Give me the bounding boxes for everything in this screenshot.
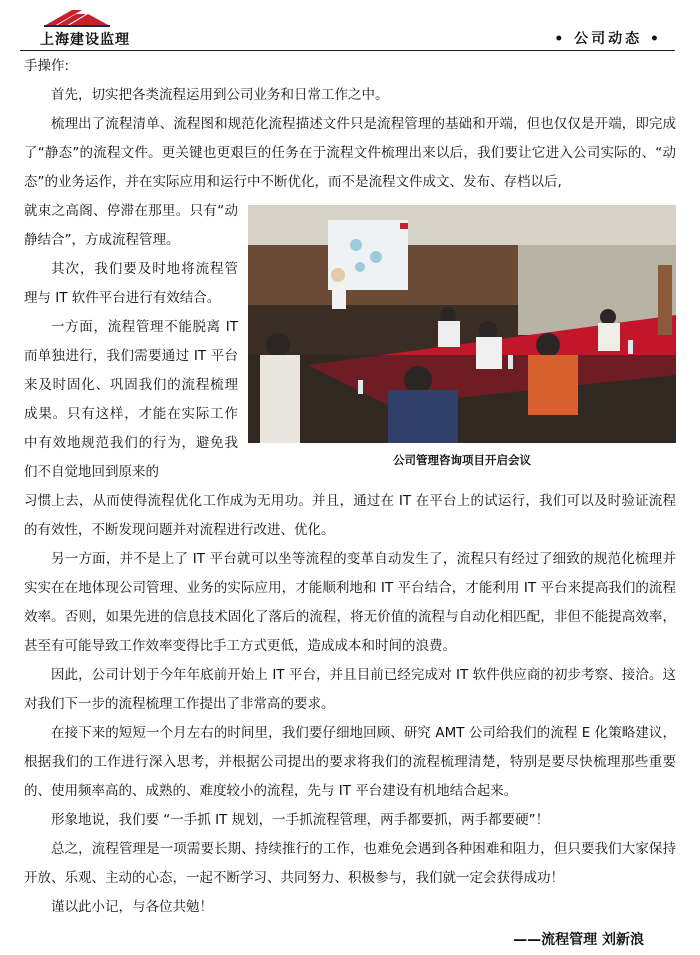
header-divider <box>20 50 675 51</box>
paragraph-6: 因此，公司计划于今年年底前开始上 IT 平台，并且目前已经完成对 IT 软件供应商的初步考察、接洽。这对我们下一步的流程梳理工作提出了非常高的要求。 <box>24 667 676 712</box>
paragraph-3: 其次，我们要及时地将流程管理与 IT 软件平台进行有效结合。 <box>24 261 238 306</box>
org-name: 上海建设监理 <box>40 32 130 48</box>
paragraph-4-wrap: 一方面，流程管理不能脱离 IT 而单独进行，我们需要通过 IT 平台来及时固化、巩固我们的流程梳理成果。只有这样，才能在实际工作中有效地规范我们的行为，避免我们不自觉地回到原来的 <box>24 319 238 480</box>
paragraph-9: 总之，流程管理是一项需要长期、持续推行的工作，也难免会遇到各种困难和阻力，但只要我们大家保持开放、乐观、主动的心态，一起不断学习、共同努力、积极参与，我们就一定会获得成功！ <box>24 841 676 886</box>
page-header <box>0 0 700 56</box>
paragraph-10: 谨以此小记，与各位共勉！ <box>51 899 213 915</box>
paragraph-0: 手操作: <box>24 58 70 74</box>
meeting-photo <box>248 205 676 443</box>
paragraph-8: 形象地说，我们要 “一手抓 IT 规划，一手抓流程管理，两手都要抓，两手都要硬”！ <box>51 812 550 828</box>
section-label: • 公司动态 • <box>554 31 662 47</box>
photo-caption: 公司管理咨询项目开启会议 <box>393 453 531 467</box>
paragraph-5: 另一方面，并不是上了 IT 平台就可以坐等流程的变革自动发生了，流程只有经过了细致的规范化梳理并实实在在地体现公司管理、业务的实际应用，才能顺利地和 IT 平台结合，才能利用 IT 平台来提高我们的流程效率。否则，如果先进的信息技术固化了落后的流程，将无价值的流程与自动化相匹配，非但不能提高效率，甚至有可能导致工作效率变得比手工方式更低，造成成本和时间的浪费。 <box>24 551 676 654</box>
paragraph-1: 首先，切实把各类流程运用到公司业务和日常工作之中。 <box>51 87 389 103</box>
paragraph-4-continued: 习惯上去，从而使得流程优化工作成为无用功。并且，通过在 IT 在平台上的试运行，我们可以及时验证流程的有效性，不断发现问题并对流程进行改进、优化。 <box>24 493 676 538</box>
paragraph-2: 梳理出了流程清单、流程图和规范化流程描述文件只是流程管理的基础和开端，但也仅仅是开端，即完成了“静态”的流程文件。更关键也更艰巨的任务在于流程文件梳理出来以后，我们要让它进入公司实际的、“动态”的业务运作，并在实际应用和运行中不断优化，而不是流程文件成文、发布、存档以后, <box>24 116 676 190</box>
paragraph-7: 在接下来的短短一个月左右的时间里，我们要仔细地回顾、研究 AMT 公司给我们的流程 E 化策略建议，根据我们的工作进行深入思考，并根据公司提出的要求将我们的流程梳理清楚，特别是要尽快梳理那些重要的、使用频率高的、成熟的、难度较小的流程，先与 IT 平台建设有机地结合起来。 <box>24 725 676 799</box>
paragraph-2-wrap: 就束之高阁、停滞在那里。只有“动静结合”，方成流程管理。 <box>24 203 238 248</box>
author-signature: ——流程管理 刘新浪 <box>513 932 644 948</box>
company-logo-icon <box>42 8 112 28</box>
meeting-photo-icon <box>248 205 676 443</box>
